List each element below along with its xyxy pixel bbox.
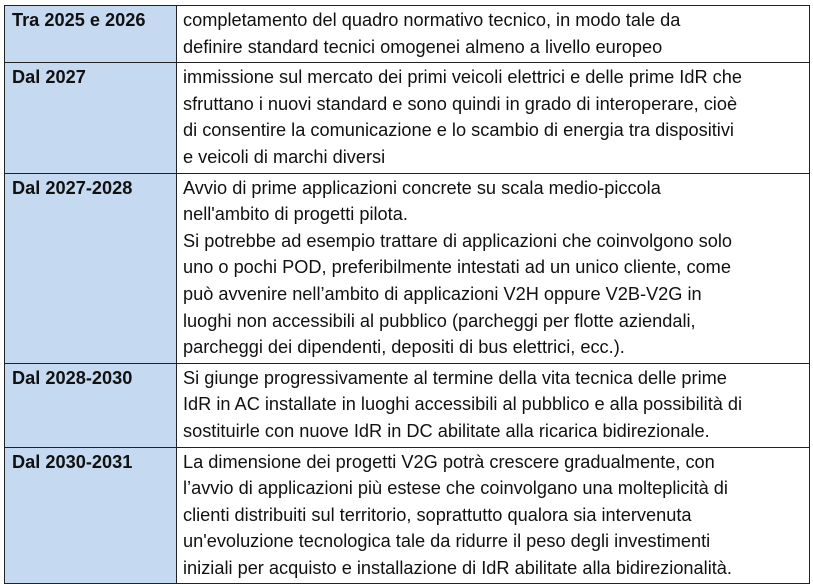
description-line: può avvenire nell’ambito di applicazioni V2H oppure V2B-V2G in xyxy=(183,283,702,304)
period-cell: Dal 2028-2030 xyxy=(5,363,177,447)
description-line: Si giunge progressivamente al termine della vita tecnica delle prime xyxy=(183,367,727,388)
table-row xyxy=(5,6,810,63)
description-line: sfruttano i nuovi standard e sono quindi in grado di interoperare, cioè xyxy=(183,93,738,114)
table-row xyxy=(5,363,810,447)
table-row xyxy=(5,63,810,173)
description-line: iniziali per acquisto e installazione di IdR abilitate alla bidirezionalità. xyxy=(183,557,732,578)
description-line: immissione sul mercato dei primi veicoli elettrici e delle prime IdR che xyxy=(183,67,742,88)
description-cell xyxy=(177,173,810,363)
description-line: Si potrebbe ad esempio trattare di applicazioni che coinvolgono solo xyxy=(183,230,732,251)
description-line: un'evoluzione tecnologica tale da ridurre il peso degli investimenti xyxy=(183,531,711,552)
description-cell xyxy=(177,63,810,173)
description-line: completamento del quadro normativo tecnico, in modo tale da xyxy=(183,10,681,30)
timeline-table-body xyxy=(5,6,810,584)
description-line: e veicoli di marchi diversi xyxy=(183,146,386,167)
period-cell: Dal 2027 xyxy=(5,63,177,173)
period-cell: Dal 2030-2031 xyxy=(5,447,177,584)
description-line: di consentire la comunicazione e lo scambio di energia tra dispositivi xyxy=(183,120,734,141)
table-row xyxy=(5,173,810,363)
description-line: parcheggi dei dipendenti, depositi di bus elettrici, ecc.). xyxy=(183,337,625,358)
description-line: uno o pochi POD, preferibilmente intestati ad un unico cliente, come xyxy=(183,257,731,278)
description-cell xyxy=(177,447,810,584)
description-line: La dimensione dei progetti V2G potrà crescere gradualmente, con xyxy=(183,451,715,472)
description-cell xyxy=(177,363,810,447)
timeline-table xyxy=(4,5,810,584)
description-line: clienti distribuiti sul territorio, soprattutto qualora sia intervenuta xyxy=(183,504,692,525)
description-line: definire standard tecnici omogenei almeno a livello europeo xyxy=(183,36,663,57)
description-line: Avvio di prime applicazioni concrete su scala medio-piccola xyxy=(183,177,661,198)
description-line: luoghi non accessibili al pubblico (parcheggi per flotte aziendali, xyxy=(183,310,696,331)
description-cell xyxy=(177,6,810,63)
table-row xyxy=(5,447,810,584)
description-line: IdR in AC installate in luoghi accessibili al pubblico e alla possibilità di xyxy=(183,394,743,415)
description-line: l’avvio di applicazioni più estese che coinvolgano una molteplicità di xyxy=(183,478,728,499)
period-cell: Dal 2027-2028 xyxy=(5,173,177,363)
description-line: sostituirle con nuove IdR in DC abilitate alla ricarica bidirezionale. xyxy=(183,420,710,441)
description-line: nell'ambito di progetti pilota. xyxy=(183,204,408,225)
period-cell: Tra 2025 e 2026 xyxy=(5,6,177,63)
